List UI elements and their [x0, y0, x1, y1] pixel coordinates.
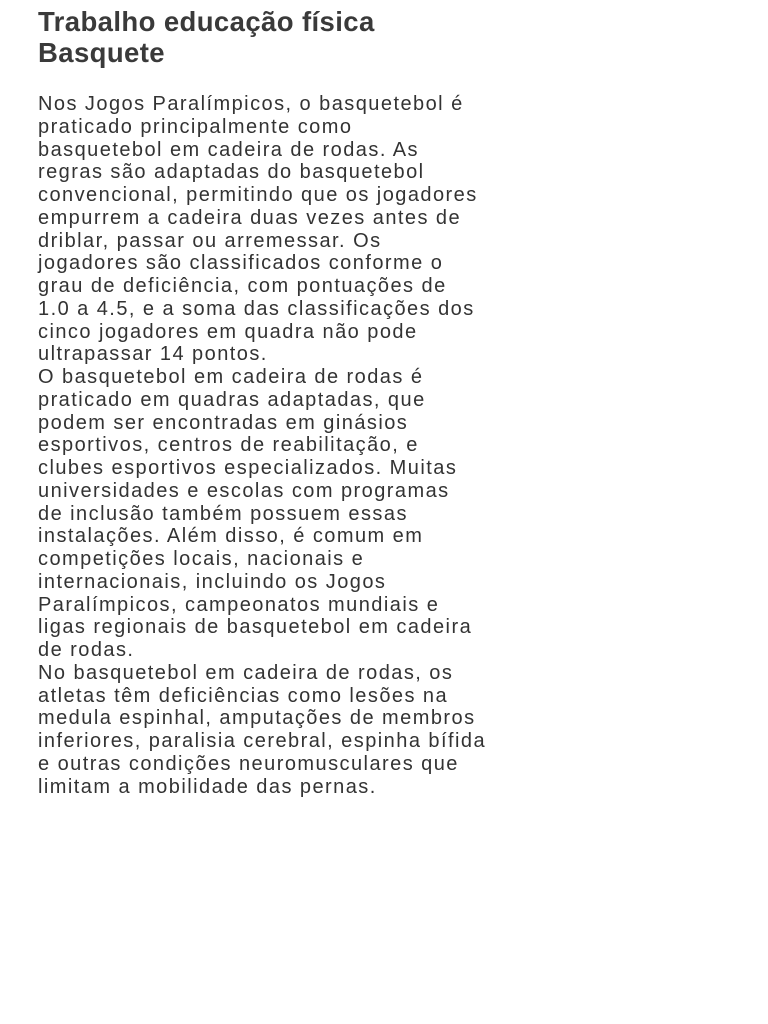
document-title: [38, 6, 738, 68]
text-line: de rodas.: [38, 639, 135, 661]
paragraph-athletes: [38, 662, 738, 799]
text-line: jogadores são classificados conforme o: [38, 252, 444, 275]
paragraph-venues: [38, 366, 738, 662]
text-line: Paralímpicos, campeonatos mundiais e: [38, 593, 440, 616]
text-line: Nos Jogos Paralímpicos, o basquetebol é: [38, 93, 464, 115]
text-line: praticado em quadras adaptadas, que: [38, 388, 426, 411]
text-line: driblar, passar ou arremessar. Os: [38, 229, 382, 252]
text-line: ligas regionais de basquetebol em cadeira: [38, 616, 473, 639]
text-line: praticado principalmente como: [38, 115, 353, 138]
document-page: [38, 6, 738, 798]
text-line: basquetebol em cadeira de rodas. As: [38, 138, 419, 161]
text-line: atletas têm deficiências como lesões na: [38, 684, 449, 707]
title-line: Trabalho educação física: [38, 6, 375, 37]
text-line: No basquetebol em cadeira de rodas, os: [38, 661, 454, 684]
paragraph-paralympics: [38, 93, 738, 366]
text-line: regras são adaptadas do basquetebol: [38, 161, 425, 184]
text-line: podem ser encontradas em ginásios: [38, 411, 409, 434]
text-line: de inclusão também possuem essas: [38, 502, 408, 525]
text-line: empurrem a cadeira duas vezes antes de: [38, 206, 462, 229]
text-line: e outras condições neuromusculares que: [38, 752, 459, 775]
text-line: esportivos, centros de reabilitação, e: [38, 434, 419, 457]
text-line: grau de deficiência, com pontuações de: [38, 275, 447, 297]
text-line: medula espinhal, amputações de membros: [38, 707, 476, 730]
text-line: cinco jogadores em quadra não pode: [38, 320, 418, 343]
text-line: 1.0 a 4.5, e a soma das classificações dos: [38, 297, 475, 320]
text-line: instalações. Além disso, é comum em: [38, 525, 424, 548]
document-body: [38, 93, 738, 798]
text-line: inferiores, paralisia cerebral, espinha bífida: [38, 730, 487, 752]
text-line: universidades e escolas com programas: [38, 479, 450, 502]
text-line: convencional, permitindo que os jogadores: [38, 184, 478, 206]
text-line: O basquetebol em cadeira de rodas é: [38, 366, 424, 388]
text-line: limitam a mobilidade das pernas.: [38, 775, 377, 798]
text-line: internacionais, incluindo os Jogos: [38, 570, 387, 593]
text-line: clubes esportivos especializados. Muitas: [38, 457, 458, 479]
text-line: ultrapassar 14 pontos.: [38, 343, 268, 366]
text-line: competições locais, nacionais e: [38, 548, 365, 570]
title-line: Basquete: [38, 37, 165, 68]
